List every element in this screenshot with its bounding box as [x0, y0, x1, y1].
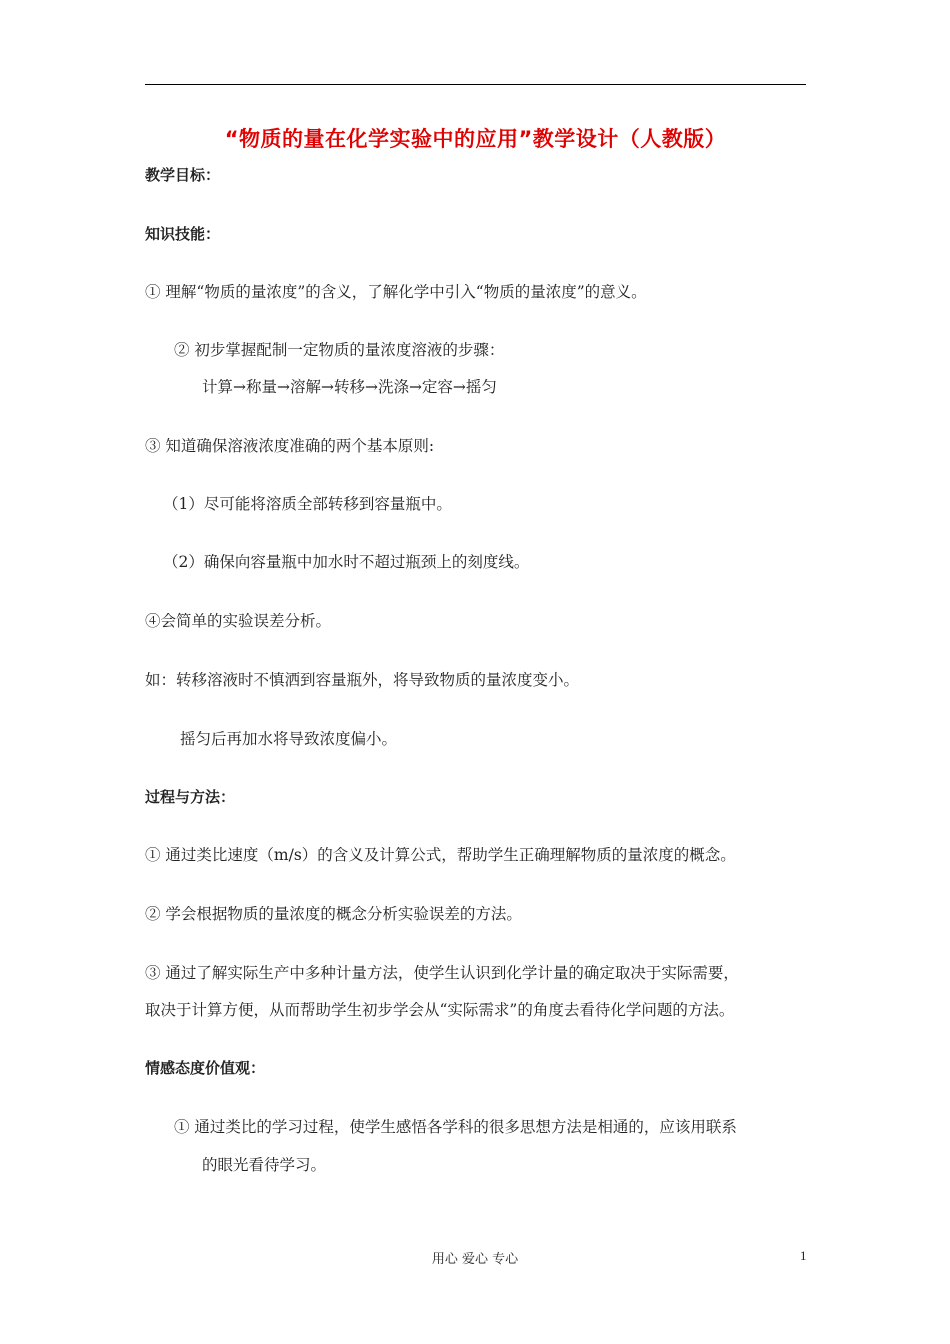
process-item-2: ② 学会根据物质的量浓度的概念分析实验误差的方法。 — [145, 905, 522, 923]
page-footer: 用心 爱心 专心 — [431, 1252, 519, 1267]
process-item-3-line-2: 取决于计算方便，从而帮助学生初步学会从“实际需求”的角度去看待化学问题的方法。 — [145, 1001, 735, 1019]
document-title: “物质的量在化学实验中的应用”教学设计（人教版） — [224, 127, 727, 151]
knowledge-item-4-example-1: 如：转移溶液时不慎洒到容量瓶外，将导致物质的量浓度变小。 — [145, 671, 580, 689]
knowledge-item-2: ② 初步掌握配制一定物质的量浓度溶液的步骤： — [174, 341, 505, 359]
heading-knowledge-skills: 知识技能： — [145, 225, 221, 243]
process-item-3-line-1: ③ 通过了解实际生产中多种计量方法，使学生认识到化学计量的确定取决于实际需要， — [145, 964, 739, 982]
knowledge-item-4: ④会简单的实验误差分析。 — [145, 612, 332, 630]
attitude-item-1-line-2: 的眼光看待学习。 — [202, 1156, 327, 1174]
page-number: 1 — [800, 1248, 807, 1263]
heading-teaching-goals: 教学目标： — [145, 166, 221, 184]
process-item-1: ① 通过类比速度（m/s）的含义及计算公式，帮助学生正确理解物质的量浓度的概念。 — [145, 846, 736, 864]
knowledge-item-1: ① 理解“物质的量浓度”的含义，了解化学中引入“物质的量浓度”的意义。 — [145, 283, 647, 301]
header-rule — [145, 84, 806, 85]
heading-process-methods: 过程与方法： — [145, 788, 236, 806]
knowledge-item-3-principle-2: （2）确保向容量瓶中加水时不超过瓶颈上的刻度线。 — [163, 553, 530, 571]
knowledge-item-3-principle-1: （1）尽可能将溶质全部转移到容量瓶中。 — [163, 495, 452, 513]
knowledge-item-4-example-2: 摇匀后再加水将导致浓度偏小。 — [180, 730, 398, 748]
attitude-item-1-line-1: ① 通过类比的学习过程，使学生感悟各学科的很多思想方法是相通的，应该用联系 — [174, 1118, 737, 1136]
knowledge-item-2-steps: 计算→称量→溶解→转移→洗涤→定容→摇匀 — [202, 378, 497, 396]
knowledge-item-3: ③ 知道确保溶液浓度准确的两个基本原则: — [145, 437, 435, 455]
heading-attitude-values: 情感态度价值观： — [145, 1059, 266, 1077]
